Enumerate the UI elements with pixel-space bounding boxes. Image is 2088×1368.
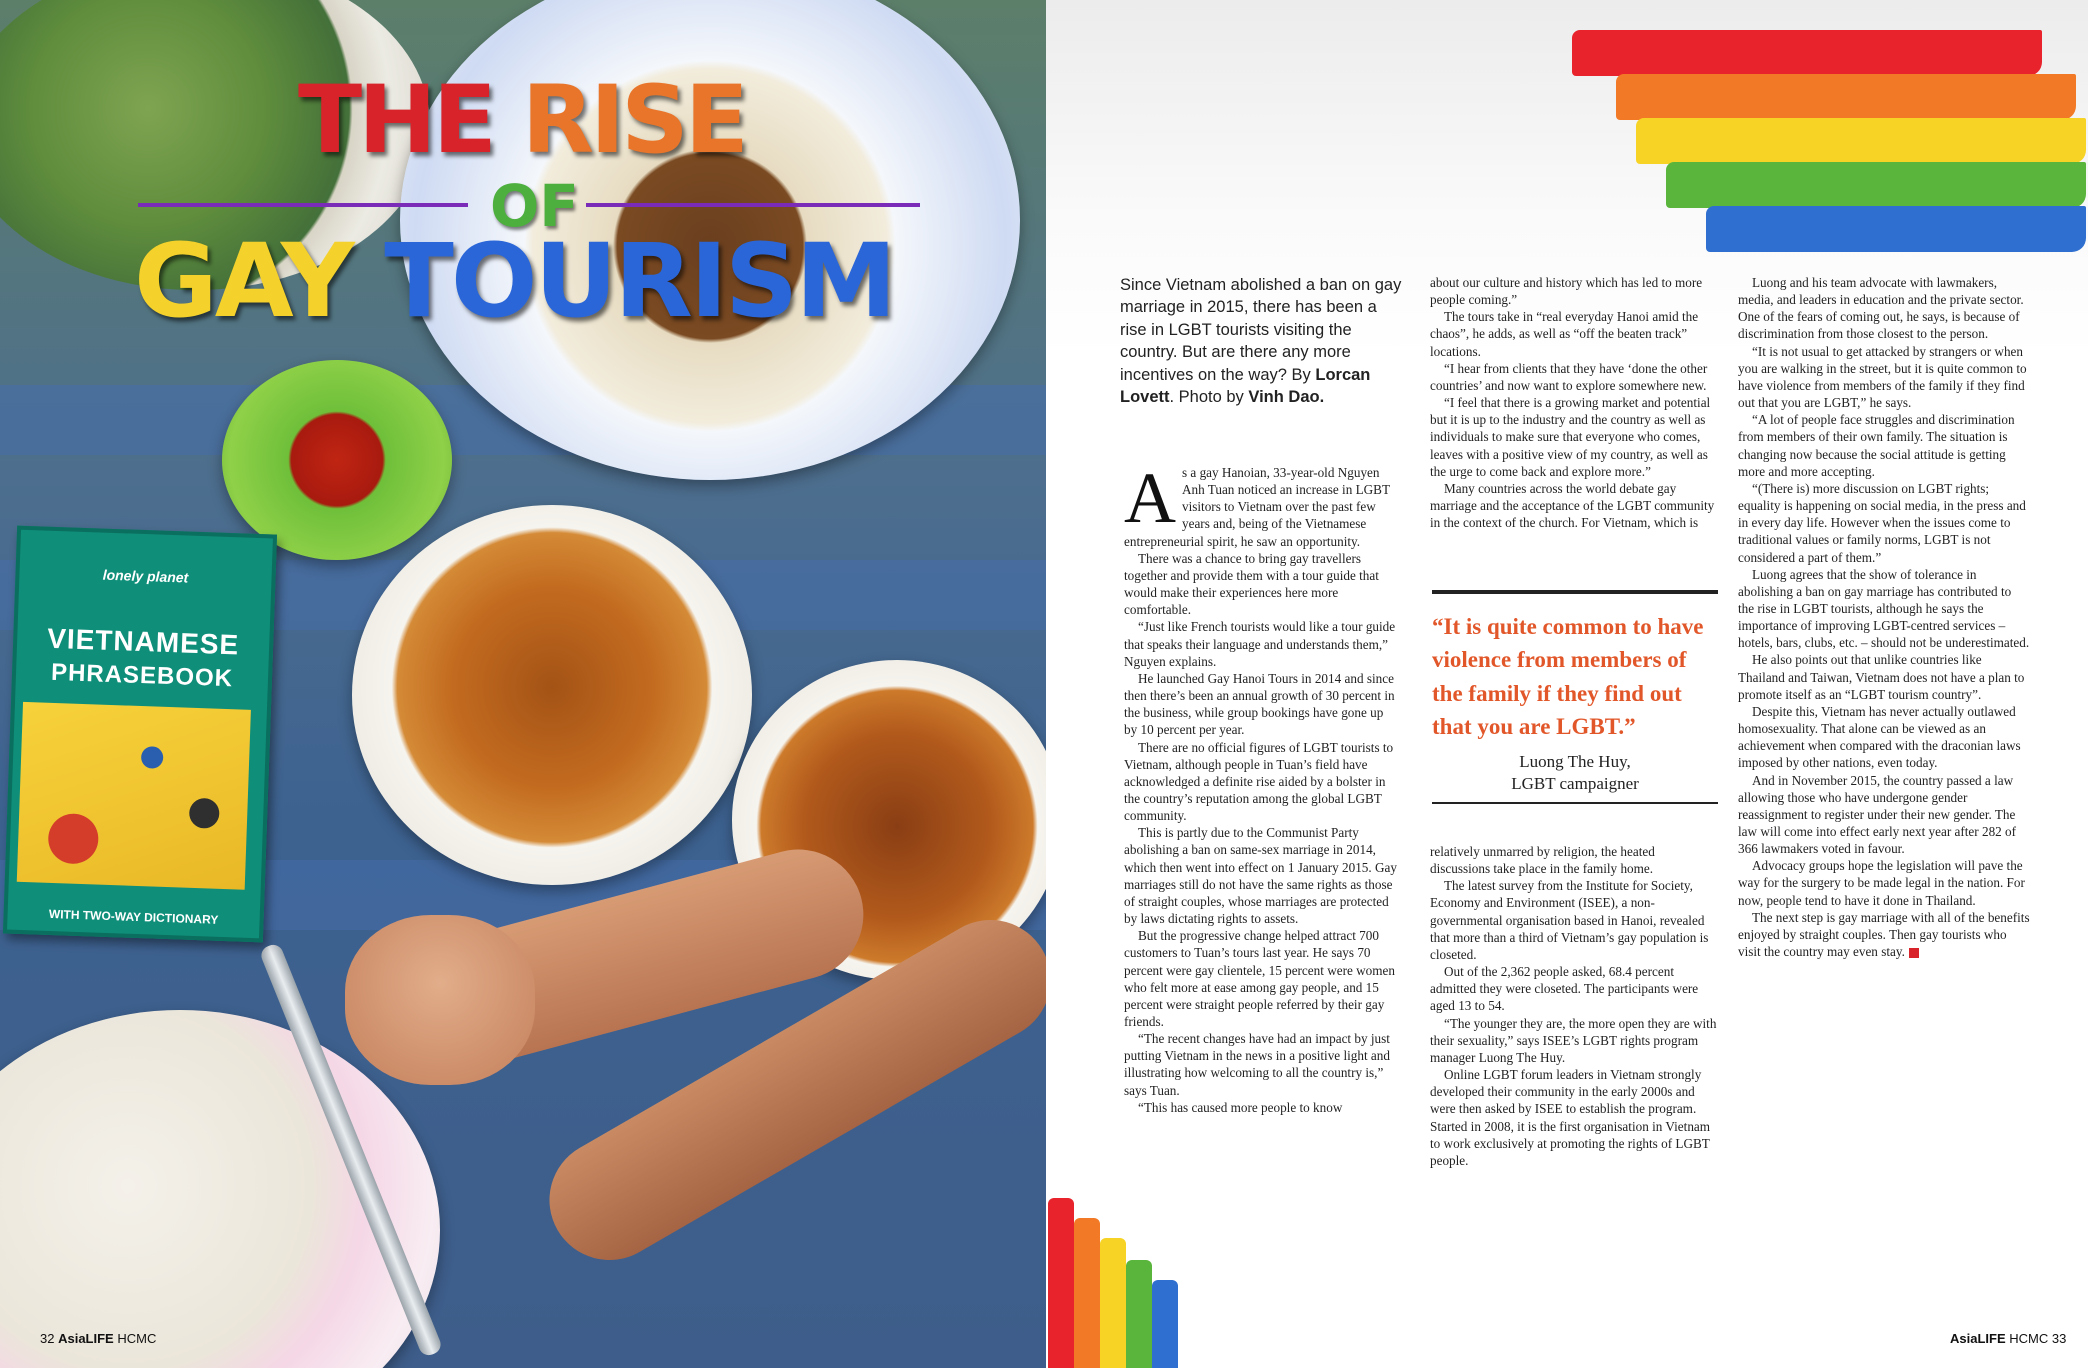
rainbow-stroke-red [1572,30,2042,76]
paragraph: Luong and his team advocate with lawmakers, media, and leaders in education and the private sector. One of the fears of coming out, he says, is because of discrimination from those closest to the person. [1738,275,2024,342]
paragraph: about our culture and history which has led to more people coming.” [1430,275,1703,308]
folio-left [40,1331,156,1346]
paragraph: The latest survey from the Institute for Society, Economy and Environment (ISEE), a non-governmental organisation based in Hanoi, revealed that more than a third of Vietnam’s gay population is closeted. [1430,878,1709,962]
rainbow-stroke-yellow [1636,118,2086,164]
paragraph: “The recent changes have had an impact by just putting Vietnam in the news in a positive light and illustrating how welcoming to all the country is,” says Tuan. [1124,1031,1390,1098]
rainbow-stroke-orange [1616,74,2076,120]
paragraph: Luong agrees that the show of tolerance in abolishing a ban on gay marriage has contributed to the rise in LGBT tourists, although he says the importance of improving LGBT-centred services – hotels, bars, clubs, etc. – should not be underestimated. [1738,566,2030,651]
book-illustration [17,702,251,890]
drop-cap: A [1124,458,1176,538]
magazine-edition: HCMC [2009,1331,2049,1346]
chili-bowl [222,360,452,560]
headline-word-the: THE [298,66,494,175]
paragraph: He also points out that unlike countries like Thailand and Taiwan, Vietnam does not have a plan to promote itself as an “LGBT tourism country”. [1738,652,2025,702]
rainbow-stroke-green [1126,1260,1152,1368]
headline-rule-left [138,203,468,207]
rainbow-stroke-orange [1074,1218,1100,1368]
article-column-3 [1738,274,2030,960]
pull-quote-role: LGBT campaigner [1511,774,1639,794]
pull-quote [1432,590,1718,804]
book-subtitle: PHRASEBOOK [50,658,234,693]
headline-rule-right [586,203,920,207]
article-column-2-top [1430,274,1718,531]
article-column-1 [1124,458,1398,1116]
clasped-hands [345,915,535,1085]
paragraph: This is partly due to the Communist Party abolishing a ban on same-sex marriage in 2014, which then went into effect on 1 January 2015. Gay marriages still do not have the same rights as those of straight couples, whose marriages are protected by laws dictating rights to assets. [1124,825,1397,927]
magazine-brand: AsiaLIFE [58,1331,114,1346]
rainbow-brush-bottom [1046,1180,1196,1368]
rickshaw-wheel-shape [47,813,99,865]
book-title: VIETNAMESE [46,622,240,661]
standfirst-text: Since Vietnam abolished a ban on gay marriage in 2015, there has been a rise in LGBT tourists visiting the country. But are there any more incentives on the way? By [1120,276,1402,384]
headline-line-3 [134,222,894,341]
paragraph: But the progressive change helped attract 700 customers to Tuan’s tours last year. He says 70 percent were gay clientele, 15 percent were women who felt more at ease among gay people, and 15 percent were straight people referred by their gay friends. [1124,928,1395,1029]
paragraph: And in November 2015, the country passed a law allowing those who have undergone gender reassignment to register under their new gender. The law will come into effect early next year after 282 of 366 lawmakers voted in favour. [1738,772,2017,857]
paragraph: relatively unmarred by religion, the heated discussions take place in the family home. [1430,844,1655,877]
headline-word-rise: RISE [521,66,746,175]
paragraph: He launched Gay Hanoi Tours in 2014 and since then there’s been an annual growth of 30 percent in the business, while group bookings have gone up by 10 percent per year. [1124,670,1395,738]
paragraph: “(There is) more discussion on LGBT rights; equality is happening on social media, in the press and in every day life. However when the issues come to traditional values or family norms, LGBT is not considered a part of them.” [1738,480,2026,565]
rainbow-stroke-blue [1706,206,2086,252]
standfirst [1120,274,1406,409]
article-column-2-bottom [1430,843,1718,1169]
paragraph: Despite this, Vietnam has never actually outlawed homosexuality. That alone can be viewed as an achievement when compared with the draconian laws imposed by other nations, even today. [1738,703,2021,771]
headline [0,0,1046,340]
book-brand: lonely planet [102,566,189,586]
paragraph: s a gay Hanoian, 33-year-old Nguyen Anh Tuan noticed an increase in LGBT visitors to Vietnam over the past few years and, being of the Vietnamese entrepreneurial spirit, he saw an opportunity. [1124,465,1390,549]
rainbow-stroke-yellow [1100,1238,1126,1368]
paragraph: “It is not usual to get attacked by strangers or when you are walking in the street, but it is quite common to have violence from members of the family if they find out that you are LGBT,” he says. [1738,343,2027,411]
paragraph: “The younger they are, the more open they are with their sexuality,” says ISEE’s LGBT rights program manager Luong The Huy. [1430,1015,1717,1065]
headline-word-tourism: TOURISM [384,222,894,341]
paragraph: Advocacy groups hope the legislation will pave the way for the surgery to be made legal in the nation. For now, people tend to have it done in Thailand. [1738,858,2025,908]
rider-shape [141,746,164,769]
paragraph [1738,909,2030,960]
paragraph: “I feel that there is a growing market and potential but it is up to the industry and the country as well as individuals to make sure that everyone who comes, leaves with a positive view of my country, as well as the urge to come back and explore more.” [1430,395,1711,479]
paragraph: Online LGBT forum leaders in Vietnam strongly developed their community in the early 2000s and were then asked by ISEE to establish the program. Started in 2008, it is the first organisation in Vietnam to work exclusively at promoting the rights of LGBT people. [1430,1067,1711,1168]
author-name: Lorcan Lovett [1120,365,1371,407]
magazine-edition: HCMC [117,1331,157,1346]
paragraph: The tours take in “real everyday Hanoi amid the chaos”, he adds, as well as “off the beaten track” locations. [1430,309,1699,359]
paragraph: “I hear from clients that they have ‘done the other countries’ and now want to explore somewhere new. [1430,360,1708,393]
paragraph: “A lot of people face struggles and discrimination from members of their own family. The situation is changing now because the social attitude is getting more and more accepting. [1738,412,2015,479]
rainbow-stroke-green [1666,162,2086,208]
paragraph: There was a chance to bring gay travellers together and provide them with a tour guide that would make their experiences here more comfortable. [1124,550,1379,618]
headline-word-of: OF [490,172,579,240]
rainbow-brush-top [1556,30,2088,270]
folio-right [1950,1331,2066,1346]
closing-paragraph: The next step is gay marriage with all of the benefits enjoyed by straight couples. Then gay tourists who visit the country may even stay. [1738,909,2030,960]
paragraph: “Just like French tourists would like a tour guide that speaks their language and understands them,” Nguyen explains. [1124,619,1396,669]
pull-quote-name: Luong The Huy, [1519,752,1631,772]
paragraph: There are no official figures of LGBT tourists to Vietnam, although people in Tuan’s field have acknowledged a definite rise aided by a bolster in the country’s reputation among the global LGBT community. [1124,739,1394,824]
page-number: 32 [40,1331,55,1346]
pull-quote-text: “It is quite common to have violence from members of the family if they find out that you are LGBT.” [1432,614,1704,740]
paragraph: Many countries across the world debate gay marriage and the acceptance of the LGBT community in the context of the church. For Vietnam, which is [1430,480,1715,531]
fish-stew-plate [352,505,752,885]
headline-word-gay: GAY [134,222,352,341]
bicycle-wheel-shape [189,798,220,829]
standfirst-mid: . Photo by [1169,388,1249,407]
page-number: 33 [2051,1331,2067,1346]
phrasebook [3,526,277,943]
book-footer: WITH TWO-WAY DICTIONARY [48,906,219,927]
paragraph: “This has caused more people to know [1138,1099,1343,1115]
headline-line-1 [298,66,745,175]
pull-quote-attribution [1432,751,1718,795]
end-mark-icon [1909,948,1919,958]
rainbow-stroke-blue [1152,1280,1178,1368]
magazine-brand: AsiaLIFE [1950,1331,2006,1346]
rainbow-stroke-red [1048,1198,1074,1368]
paragraph: Out of the 2,362 people asked, 68.4 percent admitted they were closeted. The participants were aged 13 to 54. [1430,964,1699,1014]
photographer-name: Vinh Dao. [1248,388,1325,407]
